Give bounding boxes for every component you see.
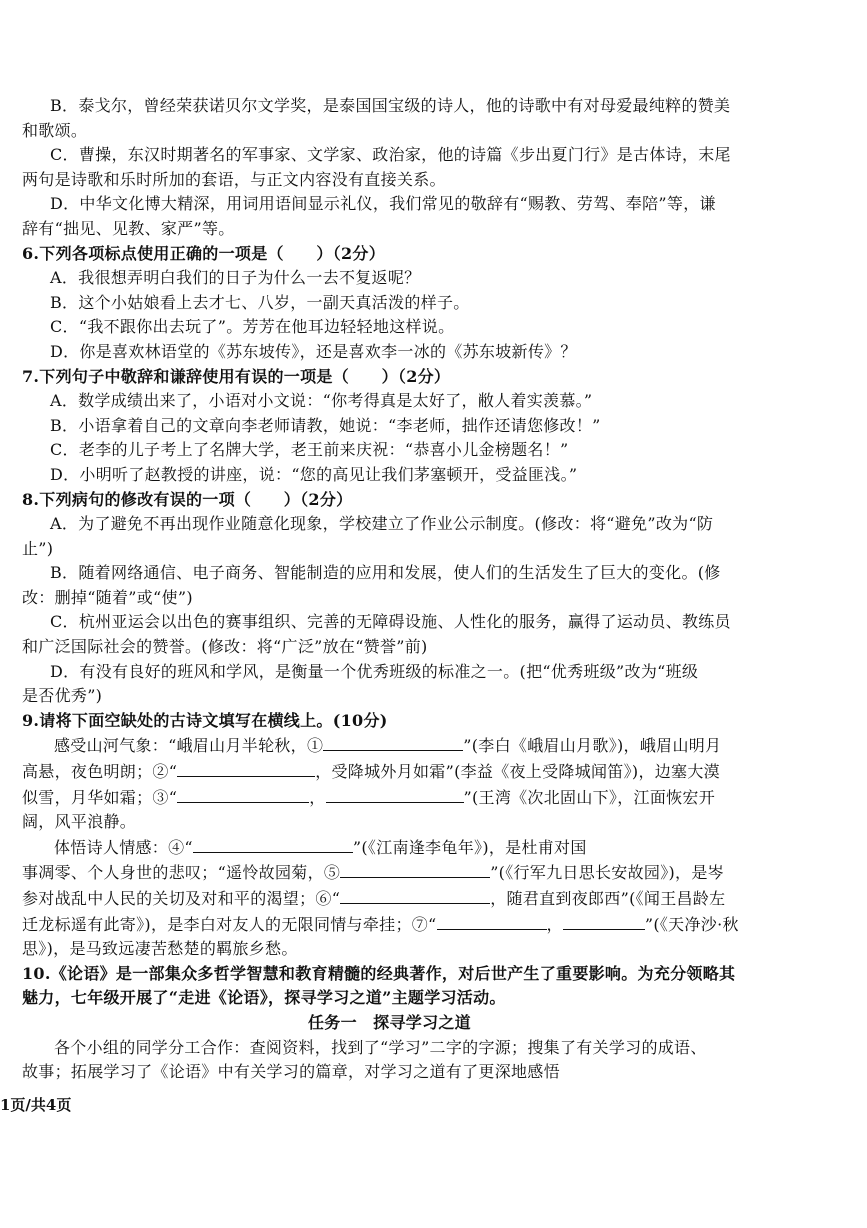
answer-blank-1[interactable] bbox=[323, 733, 463, 751]
text-line: 改：删掉“随着”或“使”) bbox=[22, 587, 193, 607]
poem-line: 参对战乱中人民的关切及对和平的渴望；⑥“ ，随君直到夜郎西”(《闻王昌龄左 bbox=[22, 886, 757, 912]
answer-blank-5[interactable] bbox=[340, 860, 490, 878]
question-10-cont: 魅力，七年级开展了“走进《论语》，探寻学习之道”主题学习活动。 bbox=[22, 988, 506, 1008]
answer-blank-2[interactable] bbox=[177, 759, 315, 777]
answer-blank-6[interactable] bbox=[340, 886, 490, 904]
answer-blank-4[interactable] bbox=[193, 835, 353, 853]
task-title: 任务一 探寻学习之道 bbox=[307, 1012, 471, 1032]
page-footer: 1页/共4页 bbox=[0, 1096, 72, 1114]
poem-line: 迁龙标遥有此寄》)，是李白对友人的无限同情与牵挂；⑦“ ， ”(《天净沙·秋 bbox=[22, 912, 757, 938]
answer-option: B．泰戈尔，曾经荣获诺贝尔文学奖，是泰国国宝级的诗人，他的诗歌中有对母爱最纯粹的赞美 bbox=[50, 96, 731, 115]
question-stem: 6.下列各项标点使用正确的一项是（ ）（2分） bbox=[22, 243, 386, 263]
poem-line: 体悟诗人情感：④“ ”(《江南逢李龟年》)，是杜甫对国 bbox=[22, 835, 757, 861]
answer-option: B．小语拿着自己的文章向李老师请教，她说：“李老师，拙作还请您修改！” bbox=[50, 415, 601, 435]
answer-option: A．数学成绩出来了，小语对小文说：“你考得真是太好了，敝人着实羡慕。” bbox=[50, 391, 593, 411]
answer-option: C．杭州亚运会以出色的赛事组织、完善的无障碍设施、人性化的服务，赢得了运动员、教练员 bbox=[50, 612, 731, 632]
answer-blank-3b[interactable] bbox=[326, 785, 464, 803]
answer-option: A．为了避免不再出现作业随意化现象，学校建立了作业公示制度。(修改：将“避免”改为“防 bbox=[50, 514, 714, 534]
answer-option: D．有没有良好的班风和学风，是衡量一个优秀班级的标准之一。(把“优秀班级”改为“班级 bbox=[50, 661, 699, 681]
text-line: 辞有“拙见、见教、家严”等。 bbox=[22, 218, 235, 238]
answer-option: C．“我不跟你出去玩了”。芳芳在他耳边轻轻地这样说。 bbox=[50, 317, 455, 337]
text-line: 和歌颂。 bbox=[22, 120, 88, 140]
poem-line: 似雪，月华如霜；③“ ， ”(王湾《次北固山下》，江面恢宏开 bbox=[22, 785, 757, 811]
question-stem: 9.请将下面空缺处的古诗文填写在横线上。(10分) bbox=[22, 710, 388, 730]
question-stem: 8.下列病句的修改有误的一项（ ）（2分） bbox=[22, 489, 353, 509]
answer-blank-3a[interactable] bbox=[177, 785, 309, 803]
poem-line: 阔，风平浪静。 bbox=[22, 812, 137, 832]
answer-option: D．你是喜欢林语堂的《苏东坡传》，还是喜欢李一冰的《苏东坡新传》？ bbox=[50, 341, 577, 361]
task-paragraph-cont: 故事；拓展学习了《论语》中有关学习的篇章，对学习之道有了更深地感悟 bbox=[22, 1062, 560, 1082]
answer-option: D．小明听了赵教授的讲座，说：“您的高见让我们茅塞顿开，受益匪浅。” bbox=[50, 464, 578, 484]
poem-line: 感受山河气象：“峨眉山月半轮秋，① ”(李白《峨眉山月歌》)，峨眉山明月 bbox=[22, 733, 757, 759]
poem-line: 事凋零、个人身世的悲叹；“遥怜故园菊，⑤ ”(《行军九日思长安故园》)，是岑 bbox=[22, 860, 757, 886]
answer-option: C．曹操，东汉时期著名的军事家、文学家、政治家，他的诗篇《步出夏门行》是古体诗，末尾 bbox=[50, 145, 731, 165]
answer-option: D．中华文化博大精深，用词用语间显示礼仪，我们常见的敬辞有“赐教、劳驾、奉陪”等，谦 bbox=[50, 194, 716, 214]
text-line: 两句是诗歌和乐时所加的套语，与正文内容没有直接关系。 bbox=[22, 169, 446, 189]
poem-line: 高悬，夜色明朗；②“ ，受降城外月如霜”(李益《夜上受降城闻笛》)，边塞大漠 bbox=[22, 759, 757, 785]
text-line: 是否优秀”) bbox=[22, 686, 103, 706]
question-stem: 7.下列句子中敬辞和谦辞使用有误的一项是（ ）（2分） bbox=[22, 366, 451, 386]
text-line: 止”) bbox=[22, 538, 54, 558]
answer-option: A．我很想弄明白我们的日子为什么一去不复返呢？ bbox=[50, 268, 421, 288]
text-line: 和广泛国际社会的赞誉。(修改：将“广泛”放在“赞誉”前) bbox=[22, 637, 428, 657]
answer-option: B．这个小姑娘看上去才七、八岁，一副天真活泼的样子。 bbox=[50, 292, 470, 312]
exam-content bbox=[22, 94, 757, 1085]
answer-option: B．随着网络通信、电子商务、智能制造的应用和发展，使人们的生活发生了巨大的变化。(修 bbox=[50, 563, 721, 583]
answer-blank-7b[interactable] bbox=[563, 912, 645, 930]
question-10: 10.《论语》是一部集众多哲学智慧和教育精髓的经典著作，对后世产生了重要影响。为充分领略其 bbox=[22, 963, 736, 983]
task-paragraph: 各个小组的同学分工合作：查阅资料，找到了“学习”二字的字源；搜集了有关学习的成语、 bbox=[54, 1037, 707, 1057]
poem-line: 思》)，是马致远凄苦愁楚的羁旅乡愁。 bbox=[22, 939, 298, 959]
answer-option: C．老李的儿子考上了名牌大学，老王前来庆祝：“恭喜小儿金榜题名！” bbox=[50, 440, 569, 460]
answer-blank-7a[interactable] bbox=[437, 912, 547, 930]
question-list bbox=[22, 94, 757, 733]
